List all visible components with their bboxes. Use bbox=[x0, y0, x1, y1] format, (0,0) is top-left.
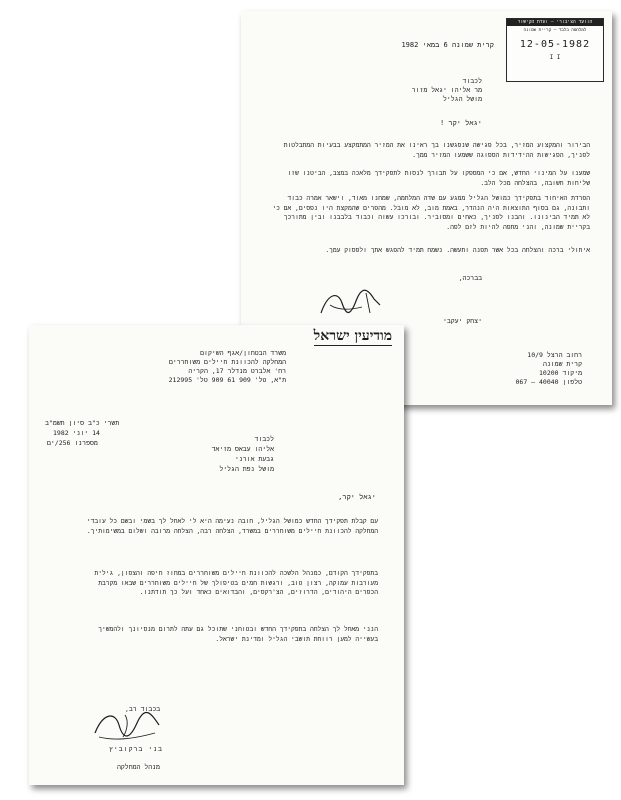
body-paragraph: שמענו על המינוי החדש, אם כי המספקו על תבורך לנסות לתפקידך מלאכה במצב, הביטנו שזו שליחות חשובה, בהצלחה מכל הלב. bbox=[287, 170, 590, 187]
body-paragraph: הבירור והמקצוע המזיר, בכל פגישה שנפגשנו בך ראינו את המזיר המתמקצע בבעיות המתבלטות לפניך, הפגישות ההידידות הספוגה ששמעו המזיר ממך. bbox=[283, 142, 590, 159]
body-paragraph: איחולי ברכה והצלחה בכל אשר תפנה ותעשה. נשמח תמיד להפגש אתך ולפסוק עמך. bbox=[325, 247, 590, 254]
addressee-line: לכבוד bbox=[462, 77, 482, 85]
signer-title: מנהל המחלקה bbox=[117, 763, 160, 771]
salutation: יגאל יקר, bbox=[338, 493, 376, 501]
letterhead-line: המחלקה להכוונת חיילים משוחררים bbox=[168, 358, 286, 366]
addressee-line: מושל נפת הגליל bbox=[219, 465, 274, 473]
closing: בברכה, bbox=[458, 274, 482, 282]
addressee-line: גבעת אורני bbox=[234, 455, 274, 463]
date-block-line: תשרי כ"ב סיון תשמ"ב bbox=[45, 419, 120, 427]
bottom-letter bbox=[29, 325, 404, 785]
addressee-line: מושל הגליל bbox=[442, 95, 482, 103]
sender-address-line: רחוב הרצל 10/9 bbox=[527, 351, 582, 359]
body-paragraph: בתפקידך הקודם, כמנהל הלשכה להכוונת חיילים משוחררים במחוז חיפה והצפון, גילית מעורבות עמוקה, רצון טוב, ורגשות חמים בטיפולך של חיילים משוחררים שבאו מקרבת הכפרים היהודים, הדרוזים, הצ'רקסים, והבדואים כאחד ועל כך תודתנו. bbox=[94, 570, 378, 596]
date-block-line: מספרנו 256/ים bbox=[47, 439, 98, 447]
stamp-subheader: למלחמה בלבד – קריית שמונה bbox=[523, 27, 587, 32]
salutation: יגאל יקר ! bbox=[439, 119, 482, 127]
stamp-marks: I I bbox=[549, 54, 561, 61]
addressee-line: לכבוד bbox=[254, 435, 274, 443]
closing: בכבוד רב, bbox=[125, 705, 161, 713]
date-block-line: 14 יוני 1982 bbox=[53, 429, 100, 437]
stamp-date: 12-05-1982 bbox=[519, 39, 591, 50]
signer-name: בני ברקוביץ bbox=[109, 745, 163, 753]
letterhead-line: ת"א, טל' 909 61 909 טל' 212995 bbox=[168, 376, 286, 384]
sender-address-line: קרית שמונה bbox=[542, 360, 582, 368]
letter-date: קרית שמונה 6 במאי 1982 bbox=[401, 41, 494, 49]
addressee-line: אליהו עבאס מזיאד bbox=[211, 445, 274, 453]
received-stamp bbox=[506, 18, 604, 82]
sender-address-line: מיקוד 10200 bbox=[539, 369, 582, 377]
body-paragraph: הנני מאחל לך הצלחה בתפקידך החדש ובטוחני שתוכל גם עתה לתרום מנסיונך ולהמשיך בעשייה למען רווחת תושבי הגליל ומדינת ישראל. bbox=[98, 626, 378, 643]
signer-name: יצחק יעקבי bbox=[442, 317, 482, 325]
letterhead-logo: מודיעין ישראל bbox=[313, 328, 392, 344]
letterhead-line: משרד הבטחון/אגף השיקום bbox=[200, 349, 286, 357]
handwritten-signature bbox=[316, 283, 386, 323]
addressee-line: מר אליהו יגאל מזור bbox=[411, 86, 482, 94]
handwritten-signature bbox=[89, 707, 169, 747]
sender-address-line: טלפון 40040 – 067 bbox=[515, 378, 582, 386]
body-paragraph: עם קבלת תפקידך החדש כמושל הגליל, חובה נעימה היא לי לאחל לך בשמי ובשם כל עובדי המחלקה להכוונת חיילים משוחררים במשרד, הצלחה רבה, הצלחה מרובה ושלום במשימותיך. bbox=[86, 518, 378, 535]
stamp-header: הוועד הציבורי – ועדת הקישור bbox=[507, 19, 603, 26]
body-paragraph: הפרדת האיחוד בתפקידך כמושל הגליל ממגע עם שדה המלחמה, שמחנו מאוד, וישאר אמרה כבוד ותבונה, גם בסוף התוצאות היה הנהדר, באמת מוב, לא מובל. מהפרים שהמקצת היו נפסים, אם כי לא תמיד הבינונו. והבנו לפניך, כאחים ומסוביר. ובורכו עשוה וכבוד בלבבנו ובין מתורכך בקריית שמונה, והני מתפה להיות לזם לפה. bbox=[272, 195, 590, 231]
letterhead-line: רח' אלברט מנדלר 17, הקריה bbox=[188, 367, 286, 375]
